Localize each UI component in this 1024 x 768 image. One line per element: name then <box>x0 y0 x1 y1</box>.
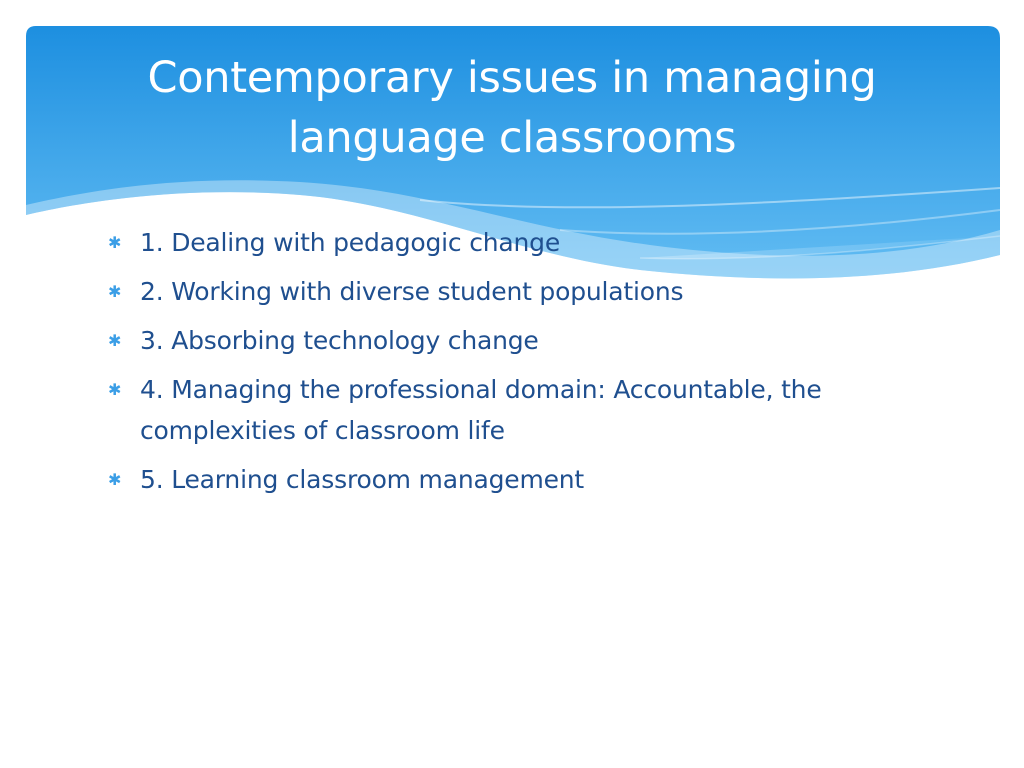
asterisk-icon: ✱ <box>108 331 122 350</box>
bullet-text: 1. Dealing with pedagogic change <box>140 228 561 257</box>
bullet-text: 5. Learning classroom management <box>140 465 585 494</box>
list-item <box>108 271 908 312</box>
list-item <box>108 222 908 263</box>
asterisk-icon: ✱ <box>108 380 122 399</box>
asterisk-icon: ✱ <box>108 233 122 252</box>
list-item <box>108 459 908 500</box>
list-item <box>108 369 910 451</box>
slide-title: Contemporary issues in managing language classrooms <box>147 53 877 163</box>
bullet-text: 4. Managing the professional domain: Accountable, the complexities of classroom life <box>140 375 822 445</box>
bullet-list <box>108 222 908 508</box>
bullet-text: 3. Absorbing technology change <box>140 326 539 355</box>
asterisk-icon: ✱ <box>108 282 122 301</box>
bullet-text: 2. Working with diverse student populations <box>140 277 684 306</box>
asterisk-icon: ✱ <box>108 470 122 489</box>
list-item <box>108 320 908 361</box>
